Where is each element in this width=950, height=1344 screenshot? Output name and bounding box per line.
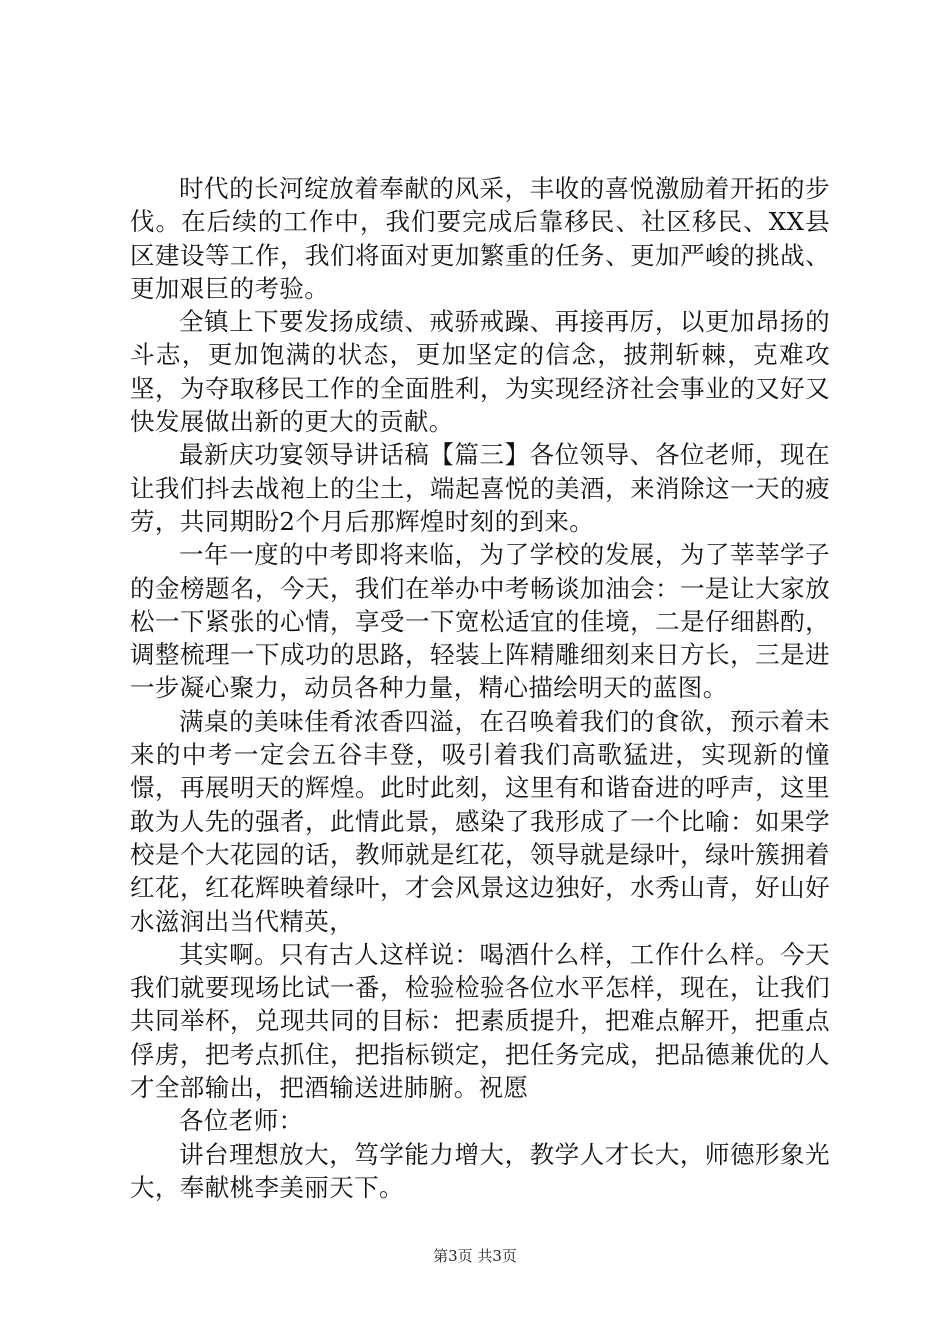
paragraph-1: 时代的长河绽放着奉献的风采，丰收的喜悦激励着开拓的步伐。在后续的工作中，我们要完成后靠移民、社区移民、XX县区建设等工作，我们将面对更加繁重的任务、更加严峻的挑战、更加艰巨的考验。 (130, 174, 830, 303)
paragraph-3: 最新庆功宴领导讲话稿【篇三】各位领导、各位老师，现在让我们抖去战袍上的尘土，端起喜悦的美酒，来消除这一天的疲劳，共同期盼2个月后那辉煌时刻的到来。 (130, 440, 830, 536)
paragraph-5: 满桌的美味佳肴浓香四溢，在召唤着我们的食欲，预示着未来的中考一定会五谷丰登，吸引着我们高歌猛进，实现新的憧憬，再展明天的辉煌。此时此刻，这里有和谐奋进的呼声，这里敢为人先的强者，此情此景，感染了我形成了一个比喻：如果学校是个大花园的话，教师就是红花，领导就是绿叶，绿叶簇拥着红花，红花辉映着绿叶，才会风景这边独好，水秀山青，好山好水滋润出当代精英， (130, 706, 830, 936)
paragraph-6: 其实啊。只有古人这样说：喝酒什么样，工作什么样。今天我们就要现场比试一番，检验检验各位水平怎样，现在，让我们共同举杯，兑现共同的目标：把素质提升，把难点解开，把重点俘虏，把考点抓住，把指标锁定，把任务完成，把品德兼优的人才全部输出，把酒输送进肺腑。祝愿 (130, 939, 830, 1103)
paragraph-7: 各位老师： (179, 1106, 304, 1136)
paragraph-8: 讲台理想放大，笃学能力增大，教学人才长大，师德形象光大，奉献桃李美丽天下。 (130, 1139, 830, 1202)
document-body (130, 172, 830, 1204)
paragraph-2: 全镇上下要发扬成绩、戒骄戒躁、再接再厉，以更加昂扬的斗志，更加饱满的状态，更加坚定的信念，披荆斩棘，克难攻坚，为夺取移民工作的全面胜利，为实现经济社会事业的又好又快发展做出新的更大的贡献。 (130, 307, 830, 437)
page-number-footer: 第3页 共3页 (433, 1247, 517, 1265)
paragraph-4: 一年一度的中考即将来临，为了学校的发展，为了莘莘学子的金榜题名，今天，我们在举办中考畅谈加油会：一是让大家放松一下紧张的心情，享受一下宽松适宜的佳境，二是仔细斟酌，调整梳理一下成功的思路，轻装上阵精雕细刻来日方长，三是进一步凝心聚力，动员各种力量，精心描绘明天的蓝图。 (130, 540, 830, 703)
